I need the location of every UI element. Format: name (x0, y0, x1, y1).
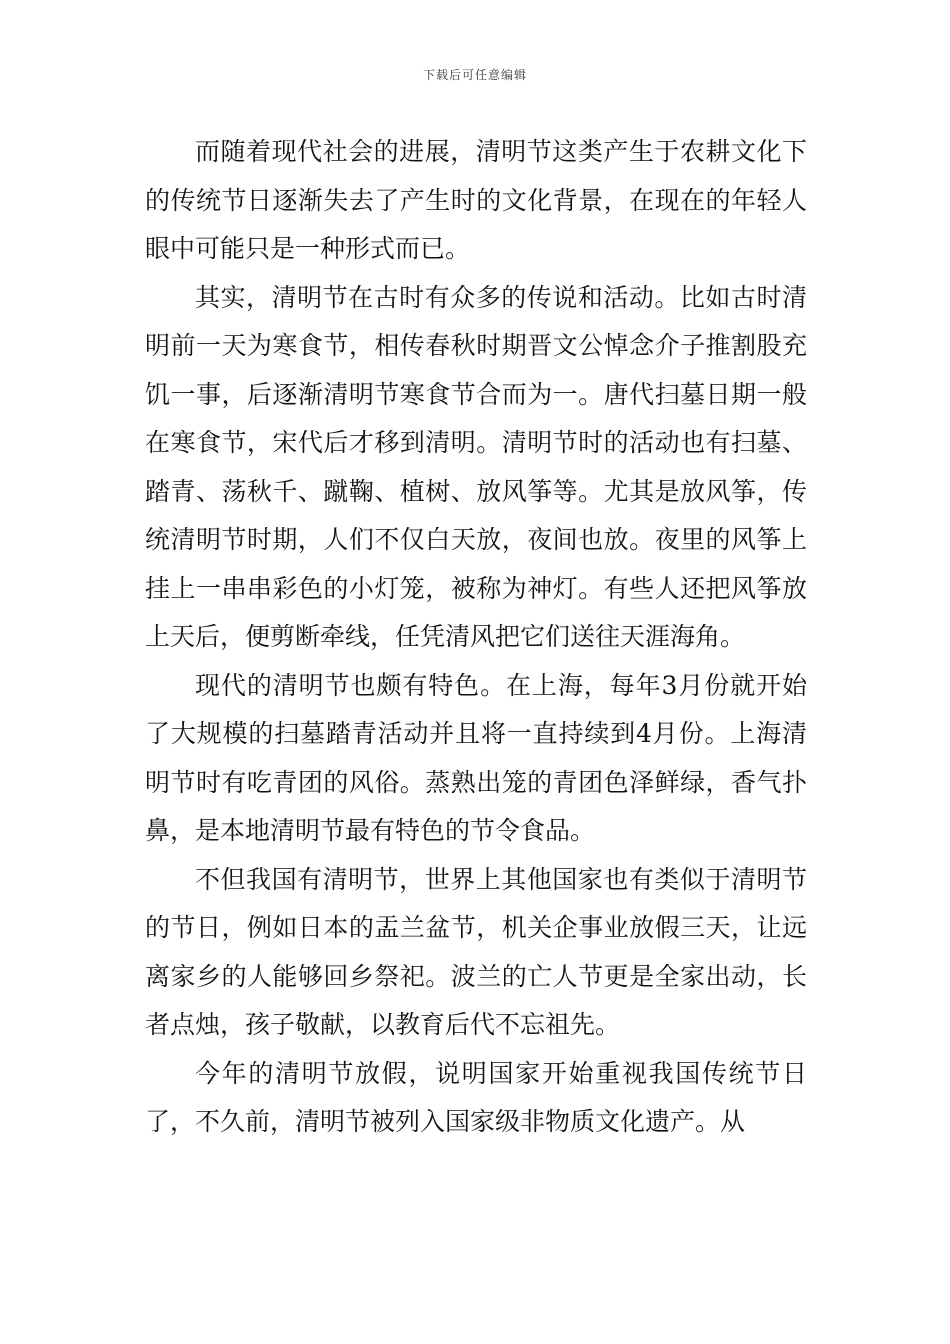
header-note: 下载后可任意编辑 (422, 68, 527, 82)
document-body (145, 128, 807, 1147)
paragraph: 而随着现代社会的进展，清明节这类产生于农耕文化下的传统节日逐渐失去了产生时的文化背景，在现在的年轻人眼中可能只是一种形式而已。 (145, 137, 807, 263)
paragraph: 今年的清明节放假，说明国家开始重视我国传统节日了，不久前，清明节被列入国家级非物质文化遗产。从 (145, 1058, 807, 1136)
paragraph: 其实，清明节在古时有众多的传说和活动。比如古时清明前一天为寒食节，相传春秋时期晋文公悼念介子推割股充饥一事，后逐渐清明节寒食节合而为一。唐代扫墓日期一般在寒食节，宋代后才移到清明。清明节时的活动也有扫墓、踏青、荡秋千、蹴鞠、植树、放风筝等。尤其是放风筝，传统清明节时期，人们不仅白天放，夜间也放。夜里的风筝上挂上一串串彩色的小灯笼，被称为神灯。有些人还把风筝放上天后，便剪断牵线，任凭清风把它们送往天涯海角。 (145, 282, 807, 651)
paragraph: 现代的清明节也颇有特色。在上海，每年3月份就开始了大规模的扫墓踏青活动并且将一直持续到4月份。上海清明节时有吃青团的风俗。蒸熟出笼的青团色泽鲜绿，香气扑鼻，是本地清明节最有特色的节令食品。 (145, 670, 807, 845)
paragraph: 不但我国有清明节，世界上其他国家也有类似于清明节的节日，例如日本的盂兰盆节，机关企事业放假三天，让远离家乡的人能够回乡祭祀。波兰的亡人节更是全家出动，长者点烛，孩子敬献，以教育后代不忘祖先。 (145, 864, 807, 1039)
